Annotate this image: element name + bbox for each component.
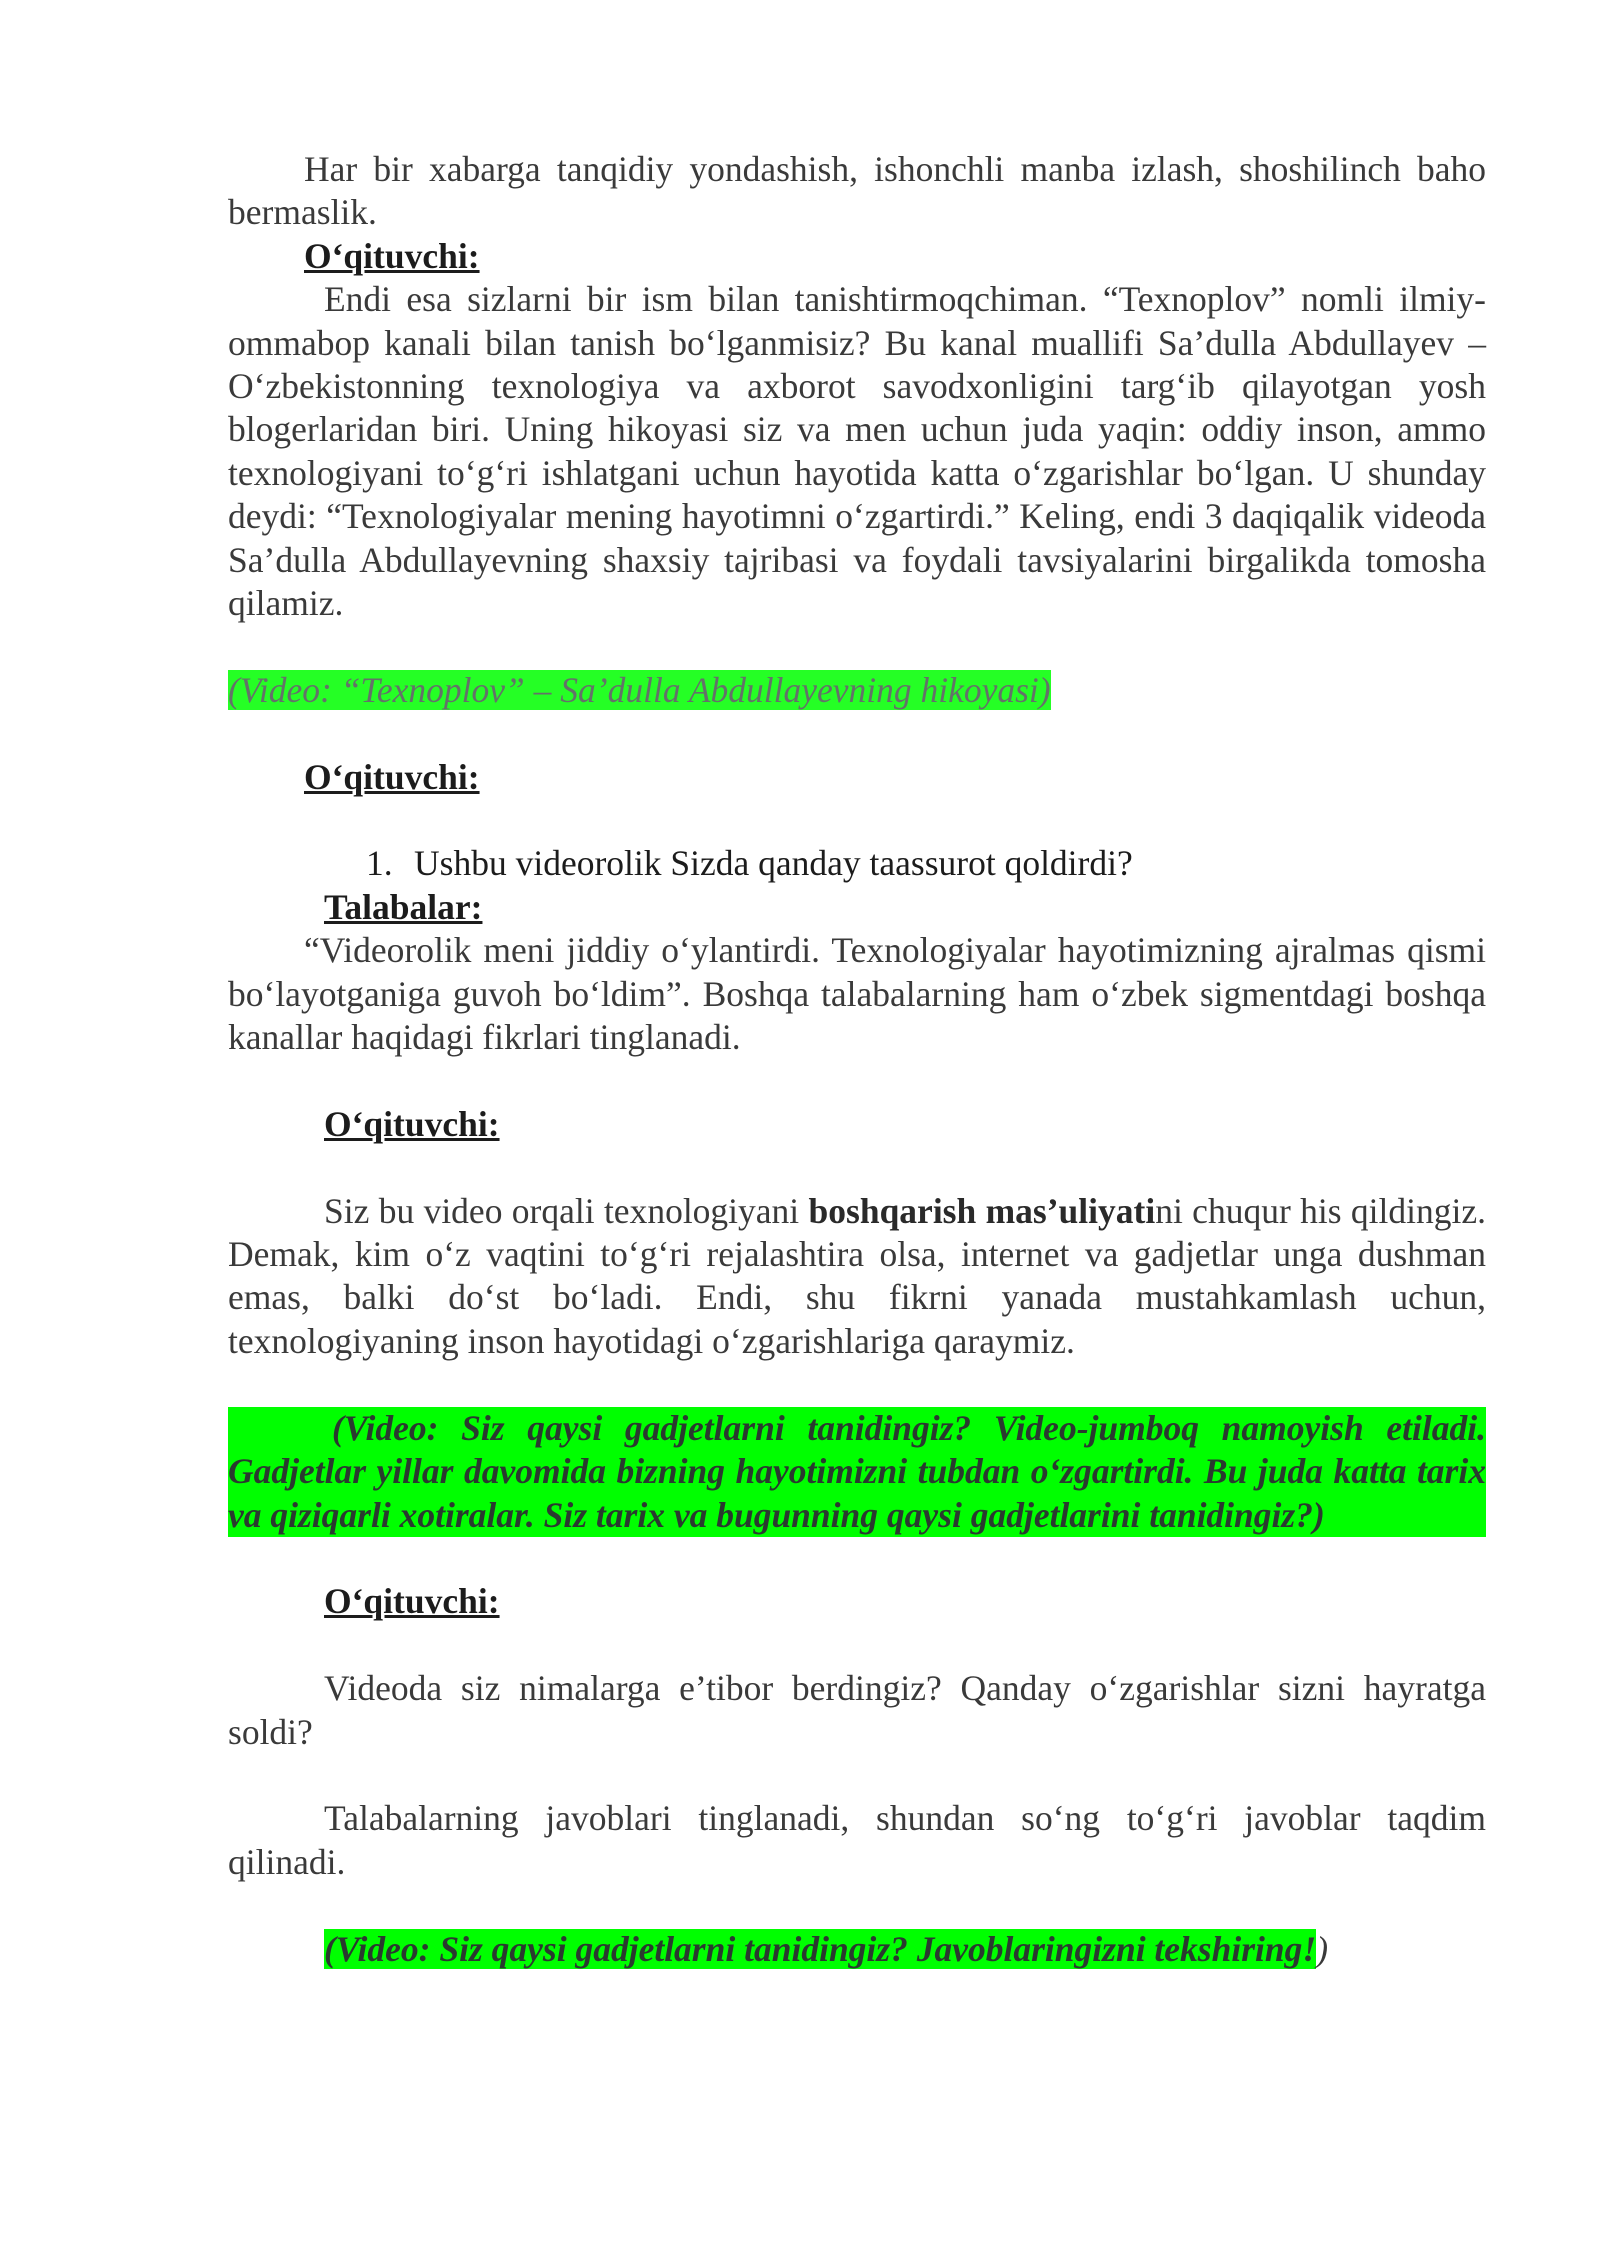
spacer bbox=[228, 799, 1486, 842]
paragraph-texnoplov: Endi esa sizlarni bir ism bilan tanishtirmoqchiman. “Texnoplov” nomli ilmiy-ommabop kanali bilan tanish bo‘lganmisiz? Bu kanal muallifi Sa’dulla Abdullayev – O‘zbekistonning texnologiya va axborot savodxonligini targ‘ib qilayotgan yosh blogerlaridan biri. Uning hikoyasi siz va men uchun juda yaqin: oddiy inson, ammo texnologiyani to‘g‘ri ishlatgani uchun hayotida katta o‘zgarishlar bo‘lgan. U shunday deydi: “Texnologiyalar mening hayotimni o‘zgartirdi.” Keling, endi 3 daqiqalik videoda Sa’dulla Abdullayevning shaxsiy tajribasi va foydali tavsiyalarini birgalikda tomosha qilamiz. bbox=[228, 279, 1486, 624]
paragraph-responsibility-end: ni chuqur his qildingiz. Demak, kim o‘z vaqtini to‘g‘ri rejalashtira olsa, internet va gadjetlar unga dushman emas, balki do‘st bo‘ladi. Endi, shu fikrni yanada mustahkamlash uchun, texnologiyaning inson hayotidagi o‘zgarishlariga qaraymiz. bbox=[228, 1190, 1486, 1361]
speaker-heading-teacher: O‘qituvchi: bbox=[324, 1103, 500, 1144]
speaker-heading-teacher: O‘qituvchi: bbox=[324, 1581, 500, 1622]
spacer bbox=[228, 1754, 1486, 1797]
spacer bbox=[228, 1884, 1486, 1927]
paragraph-video-question: Videoda siz nimalarga e’tibor berdingiz? Qanday o‘zgarishlar sizni hayratga soldi? bbox=[228, 1668, 1486, 1752]
video-note-3 bbox=[228, 1928, 1486, 1971]
video-note-1-text: (Video: “Texnoplov” – Sa’dulla Abdullayevning hikoyasi) bbox=[228, 669, 1051, 710]
paragraph-intro: Har bir xabarga tanqidiy yondashish, ishonchli manba izlash, shoshilinch baho bermaslik. bbox=[228, 149, 1486, 233]
question-number: 1. bbox=[366, 843, 393, 884]
spacer bbox=[228, 1146, 1486, 1189]
video-note-1 bbox=[228, 669, 1486, 712]
spacer bbox=[228, 1537, 1486, 1580]
video-note-3-end: ) bbox=[1316, 1928, 1329, 1969]
spacer bbox=[228, 712, 1486, 755]
spacer bbox=[228, 1363, 1486, 1406]
question-text: Ushbu videorolik Sizda qanday taassurot qoldirdi? bbox=[414, 843, 1133, 884]
bold-phrase: boshqarish mas’uliyati bbox=[808, 1190, 1156, 1231]
paragraph-student-answers: Talabalarning javoblari tinglanadi, shundan so‘ng to‘g‘ri javoblar taqdim qilinadi. bbox=[228, 1798, 1486, 1882]
question-list-item bbox=[228, 842, 1486, 885]
video-note-2: (Video: Siz qaysi gadjetlarni tanidingiz? Video-jumboq namoyish etiladi. Gadjetlar yillar davomida bizning hayotimizni tubdan o‘zgartirdi. Bu juda katta tarix va qiziqarli xotiralar. Siz tarix va bugunning qaysi gadjetlarini tanidingiz?) bbox=[228, 1407, 1486, 1537]
speaker-heading-students: Talabalar: bbox=[324, 886, 483, 927]
paragraph-responsibility bbox=[228, 1190, 1486, 1364]
paragraph-responsibility-start: Siz bu video orqali texnologiyani bbox=[324, 1190, 809, 1231]
video-note-3-text: (Video: Siz qaysi gadjetlarni tanidingiz? Javoblaringizni tekshiring! bbox=[324, 1928, 1317, 1969]
paragraph-student-answer: “Videorolik meni jiddiy o‘ylantirdi. Texnologiyalar hayotimizning ajralmas qismi bo‘layotganiga guvoh bo‘ldim”. Boshqa talabalarning ham o‘zbek sigmentdagi boshqa kanallar haqidagi fikrlari tinglanadi. bbox=[228, 930, 1486, 1058]
spacer bbox=[228, 1624, 1486, 1667]
spacer bbox=[228, 1059, 1486, 1102]
speaker-heading-teacher: O‘qituvchi: bbox=[304, 235, 480, 276]
spacer bbox=[228, 625, 1486, 668]
document-page bbox=[228, 148, 1486, 1971]
speaker-heading-teacher: O‘qituvchi: bbox=[304, 756, 480, 797]
